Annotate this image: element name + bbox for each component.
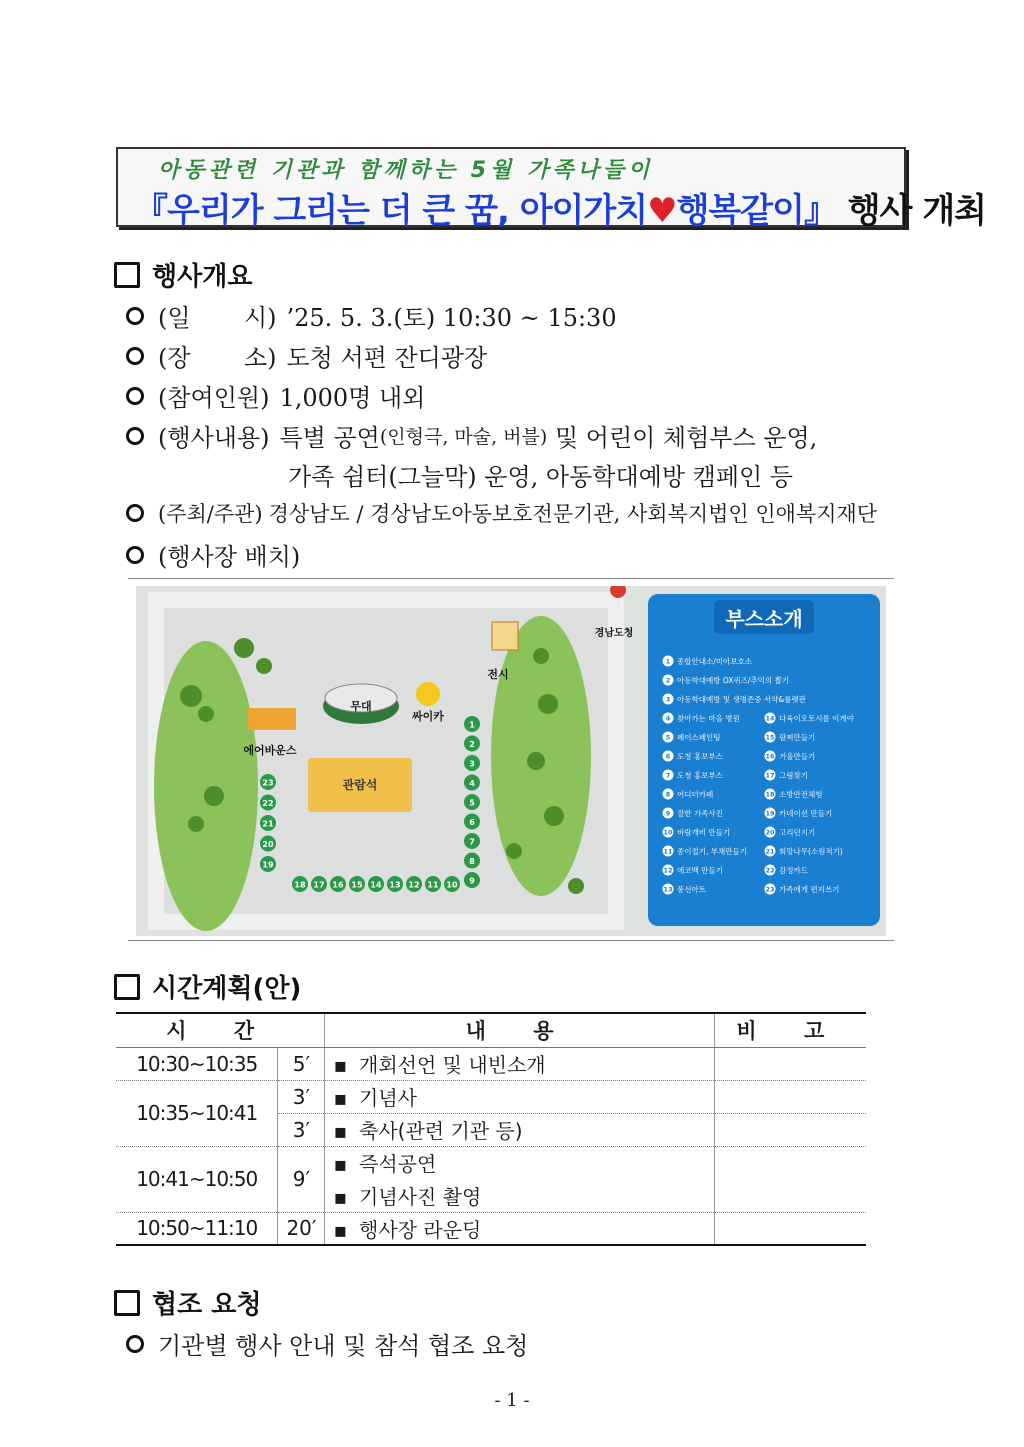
svg-text:종합안내소/미아보호소: 종합안내소/미아보호소	[677, 657, 752, 666]
svg-text:13: 13	[389, 880, 401, 890]
svg-text:21: 21	[262, 819, 274, 829]
booth-marker-6	[464, 814, 480, 830]
svg-text:7: 7	[665, 771, 671, 780]
title-banner	[116, 147, 987, 231]
booth-item-8	[663, 789, 714, 800]
overview-item-content-cont: 가족 쉼터(그늘막) 운영, 아동학대예방 캠페인 등	[288, 463, 793, 491]
booth-marker-12	[406, 876, 422, 892]
svg-text:22: 22	[262, 799, 274, 808]
booth-marker-15	[349, 876, 365, 892]
row-duration: 9′	[278, 1146, 325, 1212]
booth-item-6	[663, 751, 724, 762]
booth-marker-4	[464, 775, 480, 791]
booth-marker-13	[387, 876, 403, 892]
row-content: ▪ 행사장 라운딩	[325, 1212, 714, 1245]
svg-text:11: 11	[663, 847, 673, 856]
booth-item-20	[765, 827, 816, 838]
svg-text:17: 17	[313, 880, 325, 890]
schedule-heading	[114, 968, 301, 1005]
svg-text:8: 8	[665, 790, 671, 799]
svg-text:4: 4	[469, 779, 475, 788]
row-time: 10:30~10:35	[116, 1047, 278, 1080]
booth-marker-18	[292, 876, 308, 892]
booth-marker-16	[330, 876, 346, 892]
row-content: ▪ 개회선언 및 내빈소개	[325, 1047, 714, 1080]
circle-bullet-icon	[126, 1335, 144, 1353]
booth-marker-20	[260, 836, 276, 852]
svg-text:3: 3	[665, 695, 671, 704]
booth-item-9	[663, 808, 723, 819]
item-value: 도청 서편 잔디광장	[286, 344, 488, 372]
booth-item-7	[663, 770, 724, 781]
booth-marker-21	[260, 815, 276, 831]
overview-item-participants	[126, 378, 425, 413]
svg-text:9: 9	[665, 809, 671, 818]
row-duration: 3′	[278, 1113, 325, 1146]
booth-marker-22	[260, 795, 276, 811]
item-value-c: 및 어린이 체험부스 운영,	[547, 424, 818, 452]
heart-icon: ♥	[647, 191, 677, 231]
table-row	[116, 1212, 866, 1245]
item-value-a: 특별 공연	[279, 424, 380, 452]
svg-text:희망나무(소원적기): 희망나무(소원적기)	[779, 847, 843, 856]
svg-text:감정카드: 감정카드	[779, 866, 808, 875]
overview-item-layout	[126, 537, 310, 572]
checkbox-square-icon	[114, 262, 140, 288]
svg-text:16: 16	[765, 752, 775, 761]
svg-text:12: 12	[408, 880, 420, 890]
cooperation-item	[126, 1326, 528, 1361]
svg-text:20: 20	[765, 828, 775, 837]
svg-text:3: 3	[469, 759, 475, 769]
circle-bullet-icon	[126, 307, 144, 325]
seat-label: 관람석	[342, 778, 378, 792]
table-row	[116, 1080, 866, 1113]
booth-marker-9	[464, 872, 480, 888]
row-duration: 5′	[278, 1047, 325, 1080]
svg-text:종이접기, 부채만들기: 종이접기, 부채만들기	[677, 847, 747, 856]
booth-marker-23	[260, 774, 276, 790]
svg-text:19: 19	[262, 860, 274, 870]
office-label: 경남도청	[594, 628, 634, 639]
overview-heading	[114, 256, 252, 293]
air-bounce-icon	[248, 708, 296, 730]
svg-text:1: 1	[665, 657, 671, 666]
overview-item-date	[126, 298, 617, 333]
svg-text:고리던지기: 고리던지기	[779, 828, 816, 837]
map-bottom-rule	[128, 940, 894, 941]
row-note	[714, 1113, 866, 1146]
header-content: 내 용	[325, 1013, 714, 1047]
row-content: ▪ 즉석공연	[325, 1146, 714, 1179]
booth-item-2	[663, 675, 790, 686]
svg-text:11: 11	[427, 880, 439, 890]
easel-icon	[492, 622, 518, 650]
booth-marker-3	[464, 755, 480, 771]
svg-text:도청 홍보부스: 도청 홍보부스	[677, 771, 723, 780]
booth-item-13	[663, 884, 707, 895]
row-duration: 20′	[278, 1212, 325, 1245]
booth-marker-5	[464, 794, 480, 810]
row-content: ▪ 기념사	[325, 1080, 714, 1113]
map-top-rule	[128, 578, 894, 579]
svg-text:23: 23	[262, 778, 274, 788]
svg-text:10: 10	[446, 880, 458, 890]
svg-text:14: 14	[765, 714, 775, 723]
svg-text:에코백 만들기: 에코백 만들기	[677, 866, 723, 875]
svg-text:4: 4	[665, 714, 671, 723]
booth-item-1	[663, 656, 753, 667]
circle-bullet-icon	[126, 427, 144, 445]
item-value: 경상남도 / 경상남도아동보호전문기관, 사회복지법인 인애복지재단	[268, 502, 878, 526]
checkbox-square-icon	[114, 974, 140, 1000]
row-note	[714, 1047, 866, 1080]
schedule-heading-text: 시간계획(안)	[152, 974, 302, 1004]
banner-title-main: 『우리가 그리는 더 큰 꿈, 아이가치	[134, 191, 648, 231]
exhibit-label: 전시	[487, 668, 509, 681]
svg-text:10: 10	[663, 828, 673, 837]
booth-marker-8	[464, 853, 480, 869]
svg-text:5: 5	[469, 798, 475, 808]
svg-text:18: 18	[294, 880, 306, 890]
circle-bullet-icon	[126, 504, 144, 522]
banner-title	[134, 183, 986, 232]
svg-text:2: 2	[469, 740, 475, 749]
booth-item-15	[765, 732, 816, 743]
schedule-table	[116, 1012, 866, 1246]
booth-item-12	[663, 865, 723, 876]
circle-bullet-icon	[126, 546, 144, 564]
svg-text:8: 8	[469, 857, 475, 866]
row-note	[714, 1080, 866, 1113]
booth-item-18	[765, 789, 823, 800]
circle-bullet-icon	[126, 387, 144, 405]
banner-subtitle: 아동관련 기관과 함께하는 5월 가족나들이	[158, 158, 654, 183]
svg-text:팔찌만들기: 팔찌만들기	[779, 733, 816, 742]
row-content: ▪ 축사(관련 기관 등)	[325, 1113, 714, 1146]
svg-text:1: 1	[469, 720, 475, 730]
item-value-b: (인형극, 마술, 버블)	[379, 426, 548, 448]
row-time: 10:50~11:10	[116, 1212, 278, 1245]
booth-item-3	[663, 694, 807, 705]
circle-bullet-icon	[126, 347, 144, 365]
svg-text:12: 12	[663, 866, 673, 875]
svg-text:풍선아트: 풍선아트	[677, 885, 706, 894]
row-duration: 3′	[278, 1080, 325, 1113]
svg-text:20: 20	[262, 840, 274, 849]
svg-text:21: 21	[765, 847, 775, 856]
item-label: (주최/주관)	[158, 502, 263, 526]
svg-text:16: 16	[332, 880, 344, 890]
svg-text:바람개비 만들기: 바람개비 만들기	[677, 828, 731, 837]
svg-text:15: 15	[765, 733, 775, 742]
item-label: (행사내용)	[158, 424, 270, 452]
booth-marker-14	[368, 876, 384, 892]
svg-text:어디더카페: 어디더카페	[677, 790, 714, 799]
row-note	[714, 1179, 866, 1212]
item-label: (일 시)	[158, 304, 277, 332]
booth-marker-10	[444, 876, 460, 892]
stage-label: 무대	[350, 700, 372, 713]
svg-text:2: 2	[665, 676, 671, 685]
overview-heading-text: 행사개요	[152, 262, 253, 292]
svg-text:9: 9	[469, 876, 475, 886]
booth-marker-19	[260, 856, 276, 872]
svg-text:17: 17	[765, 771, 775, 780]
overview-item-host	[126, 498, 877, 528]
banner-title-close: 행복같이』	[676, 191, 837, 231]
table-header-row	[116, 1013, 866, 1047]
page-number: - 1 -	[494, 1390, 530, 1411]
svg-text:페이스페인팅: 페이스페인팅	[677, 733, 721, 742]
venue-map	[136, 586, 886, 936]
svg-text:6: 6	[665, 752, 671, 761]
booth-item-17	[765, 770, 808, 781]
row-time: 10:41~10:50	[116, 1146, 278, 1212]
checkbox-square-icon	[114, 1290, 140, 1316]
booth-marker-7	[464, 833, 480, 849]
svg-text:아동학대예방 및 생명존중 서약&룰렛판: 아동학대예방 및 생명존중 서약&룰렛판	[677, 695, 806, 704]
svg-text:아동학대예방 OX퀴즈/추억의 뽑기: 아동학대예방 OX퀴즈/추억의 뽑기	[677, 676, 790, 685]
svg-text:18: 18	[765, 790, 775, 799]
booth-title: 부스소개	[725, 607, 803, 631]
booth-item-22	[765, 865, 809, 876]
ssaika-label: 싸이카	[412, 710, 444, 723]
header-time: 시 간	[116, 1013, 325, 1047]
row-note	[714, 1212, 866, 1245]
item-label: (장 소)	[158, 344, 277, 372]
svg-text:7: 7	[469, 837, 475, 847]
svg-text:6: 6	[469, 818, 475, 827]
table-row	[116, 1047, 866, 1080]
svg-text:거울만들기: 거울만들기	[779, 752, 816, 761]
svg-text:14: 14	[370, 880, 382, 890]
item-value: 1,000명 내외	[279, 384, 426, 412]
air-bounce-label: 에어바운스	[243, 744, 297, 757]
table-row	[116, 1146, 866, 1179]
booth-marker-11	[425, 876, 441, 892]
svg-text:13: 13	[663, 885, 673, 894]
item-label: (참여인원)	[158, 384, 270, 412]
banner-title-suffix: 행사 개최	[836, 191, 987, 231]
row-time: 10:35~10:41	[116, 1080, 278, 1146]
overview-item-content	[126, 418, 817, 453]
booth-item-5	[663, 732, 721, 743]
row-note	[714, 1146, 866, 1179]
booth-marker-2	[464, 736, 480, 752]
booth-marker-17	[311, 876, 327, 892]
svg-text:15: 15	[351, 880, 363, 890]
svg-text:잘한 가족사진: 잘한 가족사진	[677, 809, 723, 818]
left-lawn	[154, 641, 258, 931]
header-note: 비 고	[714, 1013, 866, 1047]
item-label: (행사장 배치)	[158, 543, 301, 571]
booth-item-16	[765, 751, 816, 762]
svg-text:가족에게 편지쓰기: 가족에게 편지쓰기	[779, 885, 840, 894]
svg-text:그림찾기: 그림찾기	[779, 771, 808, 780]
svg-text:다육이오토시를 이게야: 다육이오토시를 이게야	[779, 714, 854, 723]
svg-text:소방안전체험: 소방안전체험	[779, 790, 823, 799]
svg-text:19: 19	[765, 809, 775, 818]
row-content: ▪ 기념사진 촬영	[325, 1179, 714, 1212]
cooperation-heading	[114, 1284, 262, 1321]
svg-text:카네이션 만들기: 카네이션 만들기	[779, 809, 833, 818]
item-value: ’25. 5. 3.(토) 10:30 ~ 15:30	[286, 304, 617, 332]
booth-marker-1	[464, 716, 480, 732]
cooperation-heading-text: 협조 요청	[152, 1290, 262, 1320]
scooter-icon	[416, 682, 440, 706]
svg-text:5: 5	[665, 733, 671, 742]
svg-text:22: 22	[765, 866, 775, 875]
overview-item-place	[126, 338, 487, 373]
svg-text:23: 23	[765, 885, 775, 894]
svg-text:찾아가는 마을 병원: 찾아가는 마을 병원	[677, 714, 740, 723]
cooperation-item-text: 기관별 행사 안내 및 참석 협조 요청	[158, 1332, 529, 1360]
svg-text:도청 홍보부스: 도청 홍보부스	[677, 752, 723, 761]
